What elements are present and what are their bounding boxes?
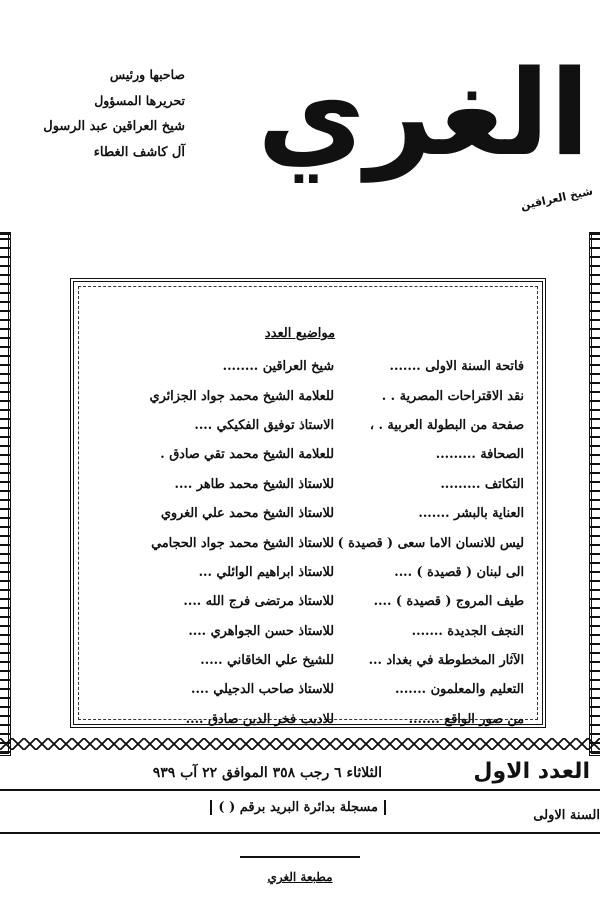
- contents-item-title: العناية بالبشر .......: [418, 506, 524, 522]
- contents-item-author: للاستاذ مرتضى فرج الله ....: [183, 594, 334, 610]
- contents-item: [84, 352, 524, 381]
- volume-label: السنة الاولى: [533, 808, 600, 823]
- contents-item-author: للاستاذ حسن الجواهري ....: [188, 623, 334, 639]
- contents-item-title: طيف المروج ( قصيدة ) ....: [373, 594, 524, 610]
- contents-item-author: شيخ العراقين ........: [222, 359, 334, 375]
- left-ornament-border: [0, 232, 11, 756]
- editor-credits: [0, 62, 185, 166]
- contents-item-title: نقد الاقتراحات المصرية . .: [381, 388, 524, 404]
- contents-item-author: الاستاذ توفيق الفكيكي ....: [194, 417, 334, 433]
- contents-item: [84, 381, 524, 410]
- contents-item-author: للشيخ علي الخاقاني .....: [200, 653, 334, 669]
- contents-item: [84, 411, 524, 440]
- contents-item-title: النجف الجديدة .......: [411, 623, 524, 639]
- contents-item-author: للاستاذ ابراهيم الوائلي ...: [198, 564, 334, 580]
- contents-heading: مواضيع العدد: [264, 326, 336, 341]
- contents-item-title: الآثار المخطوطة في بغداد ...: [368, 653, 524, 669]
- ornamental-divider: [0, 738, 600, 750]
- contents-item-title: من صور الواقع .......: [408, 711, 524, 727]
- contents-item-title: ليس للانسان الاما سعى ( قصيدة ): [337, 535, 524, 551]
- right-ornament-border: [589, 232, 600, 756]
- credit-line: آل كاشف الغطاء: [93, 145, 185, 160]
- contents-list: [84, 352, 524, 734]
- credit-line: شيخ العراقين عبد الرسول: [43, 119, 185, 134]
- contents-item: [84, 558, 524, 587]
- contents-item-author: للعلامة الشيخ محمد جواد الجزائري: [149, 388, 334, 404]
- contents-item-author: للاستاذ الشيخ محمد جواد الحجامي: [151, 535, 334, 551]
- issue-date: الثلاثاء ٦ رجب ٣٥٨ الموافق ٢٢ آب ٩٣٩: [152, 765, 382, 781]
- contents-item: [84, 440, 524, 469]
- contents-item: [84, 528, 524, 557]
- contents-item-author: للاستاذ الشيخ محمد طاهر ....: [174, 476, 334, 492]
- divider-line: [0, 832, 600, 834]
- contents-item: [84, 617, 524, 646]
- credit-line: تحريرها المسؤول: [94, 93, 185, 108]
- contents-item-author: للعلامة الشيخ محمد تقي صادق .: [160, 447, 334, 463]
- masthead-signature: شيخ العراقين: [519, 184, 594, 213]
- contents-item-title: التعليم والمعلمون .......: [394, 682, 524, 698]
- contents-item: [84, 705, 524, 734]
- masthead-logo: الغري: [257, 44, 590, 182]
- divider-line: [0, 789, 600, 791]
- contents-item: [84, 587, 524, 616]
- contents-item-author: للاديب فخر الدين صادق ....: [185, 711, 334, 727]
- contents-item-title: صفحة من البطولة العربية . ،: [369, 417, 524, 433]
- contents-item-title: فاتحة السنة الاولى .......: [389, 359, 524, 375]
- contents-item-title: التكاتف .........: [440, 476, 524, 492]
- divider-line: [240, 856, 360, 858]
- issue-number: العدد الاول: [473, 759, 590, 784]
- contents-item-author: للاستاذ الشيخ محمد علي الغروي: [160, 506, 334, 522]
- publisher-name: مطبعة الغري: [267, 870, 333, 884]
- contents-item: [84, 499, 524, 528]
- postal-registration: مسجلة بدائرة البريد برقم ( ): [210, 800, 386, 815]
- contents-item: [84, 675, 524, 704]
- contents-item-author: للاستاذ صاحب الدجيلي ....: [191, 682, 334, 698]
- contents-item-title: الصحافة .........: [435, 447, 524, 463]
- contents-item-title: الى لبنان ( قصيدة ) ....: [394, 564, 524, 580]
- credit-line: صاحبها ورئيس: [109, 67, 185, 82]
- contents-item: [84, 646, 524, 675]
- contents-item: [84, 470, 524, 499]
